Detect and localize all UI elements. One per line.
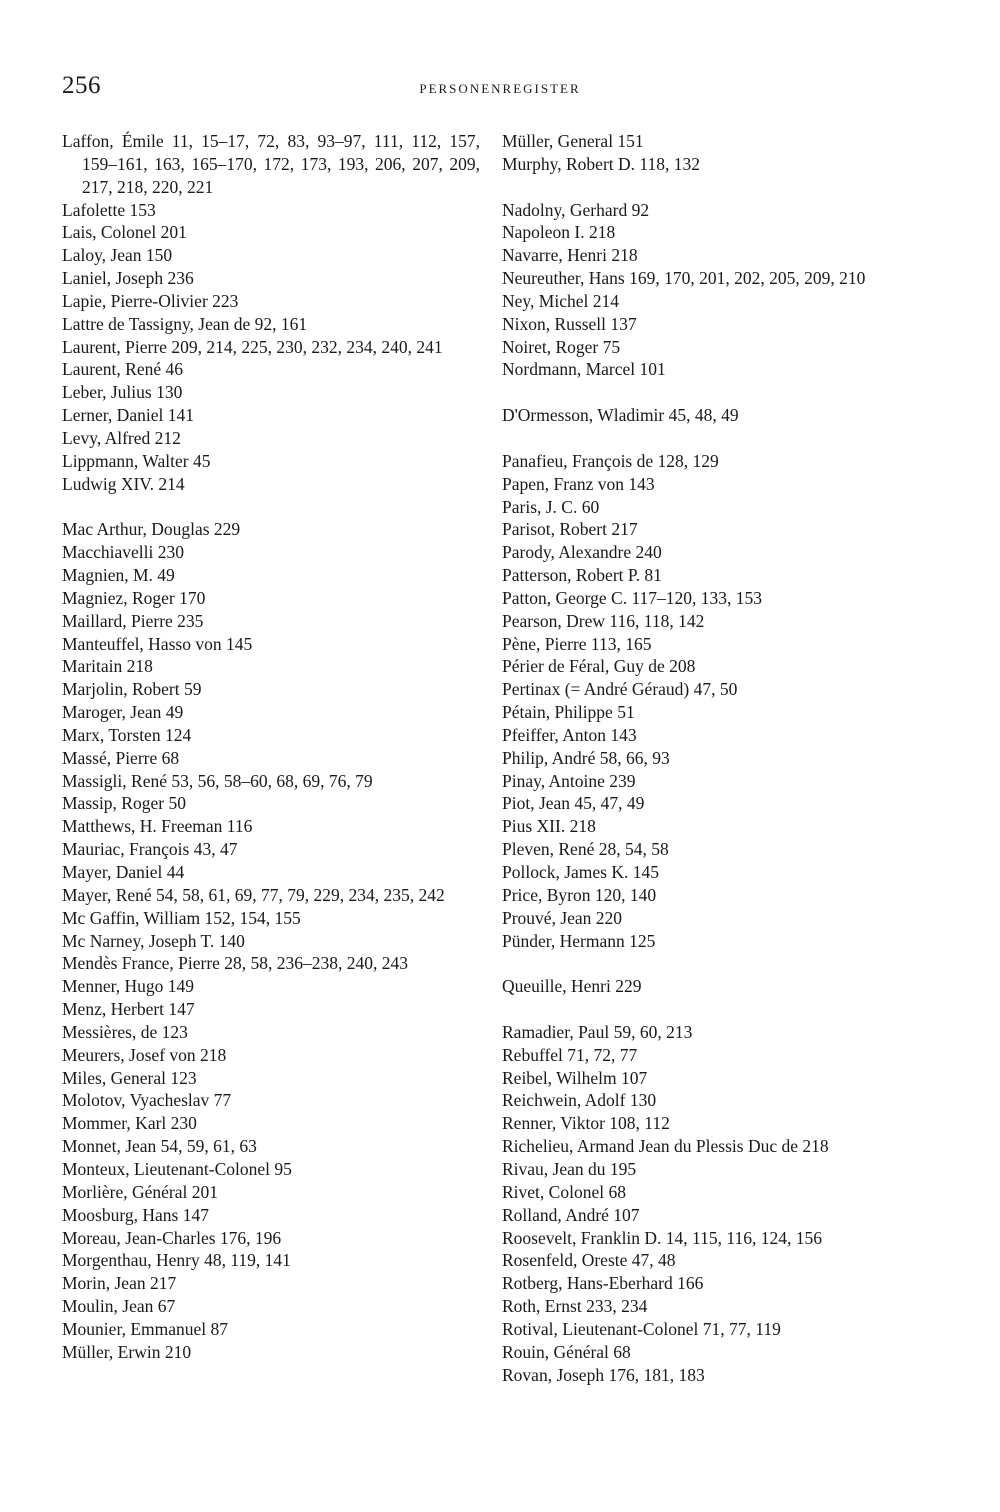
index-entry: Renner, Viktor 108, 112 (502, 1113, 670, 1134)
index-entry: Rovan, Joseph 176, 181, 183 (502, 1364, 705, 1385)
index-entry: Pollock, James K. 145 (502, 862, 660, 882)
index-entry: Müller, General 151 (502, 131, 644, 151)
index-entry: Mommer, Karl 230 (62, 1113, 197, 1134)
index-entry: Ramadier, Paul 59, 60, 213 (502, 1021, 693, 1042)
index-entry: Maroger, Jean 49 (62, 702, 184, 723)
index-entry: Papen, Franz von 143 (502, 473, 655, 494)
page-number: 256 (62, 72, 101, 99)
index-entry: Lerner, Daniel 141 (62, 405, 194, 426)
index-entry: Rotival, Lieutenant-Colonel 71, 77, 119 (502, 1318, 781, 1339)
index-entry: Mayer, Daniel 44 (62, 862, 185, 882)
index-entry: Roosevelt, Franklin D. 14, 115, 116, 124, 156 (502, 1227, 823, 1248)
index-entry: Patton, George C. 117–120, 133, 153 (502, 587, 763, 608)
index-entry: Matthews, H. Freeman 116 (62, 816, 253, 837)
index-entry: Laffon, Émile 11, 15–17, 72, 83, 93–97, 111, 112, 157, 159–161, 163, 165–170, 172, 173, 193, 206, 207, 209, 217, 218, 220, 221 (62, 131, 480, 197)
index-entry: Laurent, Pierre 209, 214, 225, 230, 232, 234, 240, 241 (62, 336, 443, 357)
index-entry: Ney, Michel 214 (502, 290, 619, 311)
index-entry: Meurers, Josef von 218 (62, 1044, 227, 1065)
index-entry: Monnet, Jean 54, 59, 61, 63 (62, 1136, 257, 1157)
index-entry: Rivet, Colonel 68 (502, 1181, 626, 1202)
index-entry: Paris, J. C. 60 (502, 496, 600, 517)
index-entry: Leber, Julius 130 (62, 382, 183, 403)
index-entry: Neureuther, Hans 169, 170, 201, 202, 205, 209, 210 (502, 268, 866, 289)
index-entry: Nadolny, Gerhard 92 (502, 199, 650, 220)
index-entry: Rivau, Jean du 195 (502, 1158, 637, 1179)
index-entry: Mayer, René 54, 58, 61, 69, 77, 79, 229, 234, 235, 242 (62, 884, 445, 905)
index-entry: Parisot, Robert 217 (502, 519, 638, 540)
index-column-right (502, 130, 922, 1386)
running-title: PERSONENREGISTER (419, 81, 581, 96)
index-entry: Rouin, Général 68 (502, 1341, 631, 1362)
index-entry: Moosburg, Hans 147 (62, 1204, 209, 1225)
index-entry: Navarre, Henri 218 (502, 245, 638, 266)
index-entry: Menner, Hugo 149 (62, 976, 194, 997)
index-entry: Massé, Pierre 68 (62, 747, 180, 768)
index-entry: Noiret, Roger 75 (502, 336, 621, 357)
index-entry: Müller, Erwin 210 (62, 1341, 192, 1362)
index-entry: Pertinax (= André Géraud) 47, 50 (502, 679, 738, 700)
index-entry: Piot, Jean 45, 47, 49 (502, 793, 645, 814)
index-entry: Mc Narney, Joseph T. 140 (62, 930, 245, 951)
index-entry: Messières, de 123 (62, 1021, 188, 1042)
index-entry: Maritain 218 (62, 656, 153, 677)
index-entry: Prouvé, Jean 220 (502, 907, 623, 928)
index-entry: Panafieu, François de 128, 129 (502, 450, 719, 471)
index-entry: Lafolette 153 (62, 199, 156, 220)
index-entry: Lattre de Tassigny, Jean de 92, 161 (62, 313, 308, 334)
index-entry: Pleven, René 28, 54, 58 (502, 839, 669, 860)
index-entry: Nixon, Russell 137 (502, 313, 637, 334)
index-entry: Patterson, Robert P. 81 (502, 565, 662, 586)
index-entry: Mendès France, Pierre 28, 58, 236–238, 240, 243 (62, 953, 409, 974)
index-entry: Pétain, Philippe 51 (502, 702, 635, 723)
index-entry: Murphy, Robert D. 118, 132 (502, 153, 700, 174)
index-entry: Roth, Ernst 233, 234 (502, 1296, 648, 1317)
index-entry: Rolland, André 107 (502, 1204, 640, 1225)
index-entry: Périer de Féral, Guy de 208 (502, 656, 696, 677)
index-entry: Pius XII. 218 (502, 816, 596, 837)
index-entry: Manteuffel, Hasso von 145 (62, 633, 253, 654)
index-entry: Price, Byron 120, 140 (502, 884, 657, 905)
index-entry: Lapie, Pierre-Olivier 223 (62, 290, 239, 311)
index-entry: Napoleon I. 218 (502, 222, 616, 243)
index-entry: Lippmann, Walter 45 (62, 450, 211, 471)
index-entry: Rosenfeld, Oreste 47, 48 (502, 1250, 676, 1271)
index-entry: Pearson, Drew 116, 118, 142 (502, 610, 705, 631)
index-entry: Richelieu, Armand Jean du Plessis Duc de 218 (502, 1136, 829, 1157)
index-entry: Mac Arthur, Douglas 229 (62, 519, 241, 540)
index-entry: Miles, General 123 (62, 1067, 197, 1088)
index-entry: Morlière, Général 201 (62, 1181, 218, 1202)
index-entry: Massip, Roger 50 (62, 793, 186, 814)
index-entry: Molotov, Vyacheslav 77 (62, 1090, 232, 1111)
index-entry: Levy, Alfred 212 (62, 427, 181, 448)
index-entry: Morin, Jean 217 (62, 1273, 177, 1294)
index-entry: Monteux, Lieutenant-Colonel 95 (62, 1158, 292, 1179)
index-entry: Laniel, Joseph 236 (62, 268, 194, 289)
index-entry: Reibel, Wilhelm 107 (502, 1067, 648, 1088)
index-entry: Pünder, Hermann 125 (502, 930, 656, 951)
index-entry: D'Ormesson, Wladimir 45, 48, 49 (502, 405, 739, 426)
index-entry: Mc Gaffin, William 152, 154, 155 (62, 907, 301, 928)
index-entry: Menz, Herbert 147 (62, 999, 195, 1020)
index-entry: Mauriac, François 43, 47 (62, 839, 238, 860)
index-entry: Macchiavelli 230 (62, 542, 184, 563)
index-entry: Pfeiffer, Anton 143 (502, 724, 637, 745)
index-entry: Pène, Pierre 113, 165 (502, 633, 652, 654)
index-entry: Maillard, Pierre 235 (62, 610, 204, 631)
index-entry: Mounier, Emmanuel 87 (62, 1318, 229, 1339)
index-entry: Morgenthau, Henry 48, 119, 141 (62, 1250, 291, 1271)
index-entry: Moulin, Jean 67 (62, 1296, 176, 1317)
index-entry: Queuille, Henri 229 (502, 976, 642, 997)
index-entry: Reichwein, Adolf 130 (502, 1090, 657, 1111)
index-entry: Parody, Alexandre 240 (502, 542, 662, 563)
index-entry: Rebuffel 71, 72, 77 (502, 1044, 638, 1065)
index-entry: Marx, Torsten 124 (62, 724, 192, 745)
index-entry: Nordmann, Marcel 101 (502, 359, 666, 380)
index-column-left (62, 130, 480, 1364)
index-entry: Massigli, René 53, 56, 58–60, 68, 69, 76, 79 (62, 770, 373, 791)
index-entry: Pinay, Antoine 239 (502, 770, 636, 791)
index-entry: Marjolin, Robert 59 (62, 679, 202, 700)
index-entry: Ludwig XIV. 214 (62, 473, 185, 494)
index-entry: Magniez, Roger 170 (62, 587, 206, 608)
index-entry: Rotberg, Hans-Eberhard 166 (502, 1273, 704, 1294)
index-entry: Laurent, René 46 (62, 359, 183, 380)
index-entry: Moreau, Jean-Charles 176, 196 (62, 1227, 282, 1248)
index-entry: Magnien, M. 49 (62, 565, 175, 586)
index-entry: Laloy, Jean 150 (62, 245, 173, 266)
index-entry: Lais, Colonel 201 (62, 222, 187, 243)
index-entry: Philip, André 58, 66, 93 (502, 747, 670, 768)
